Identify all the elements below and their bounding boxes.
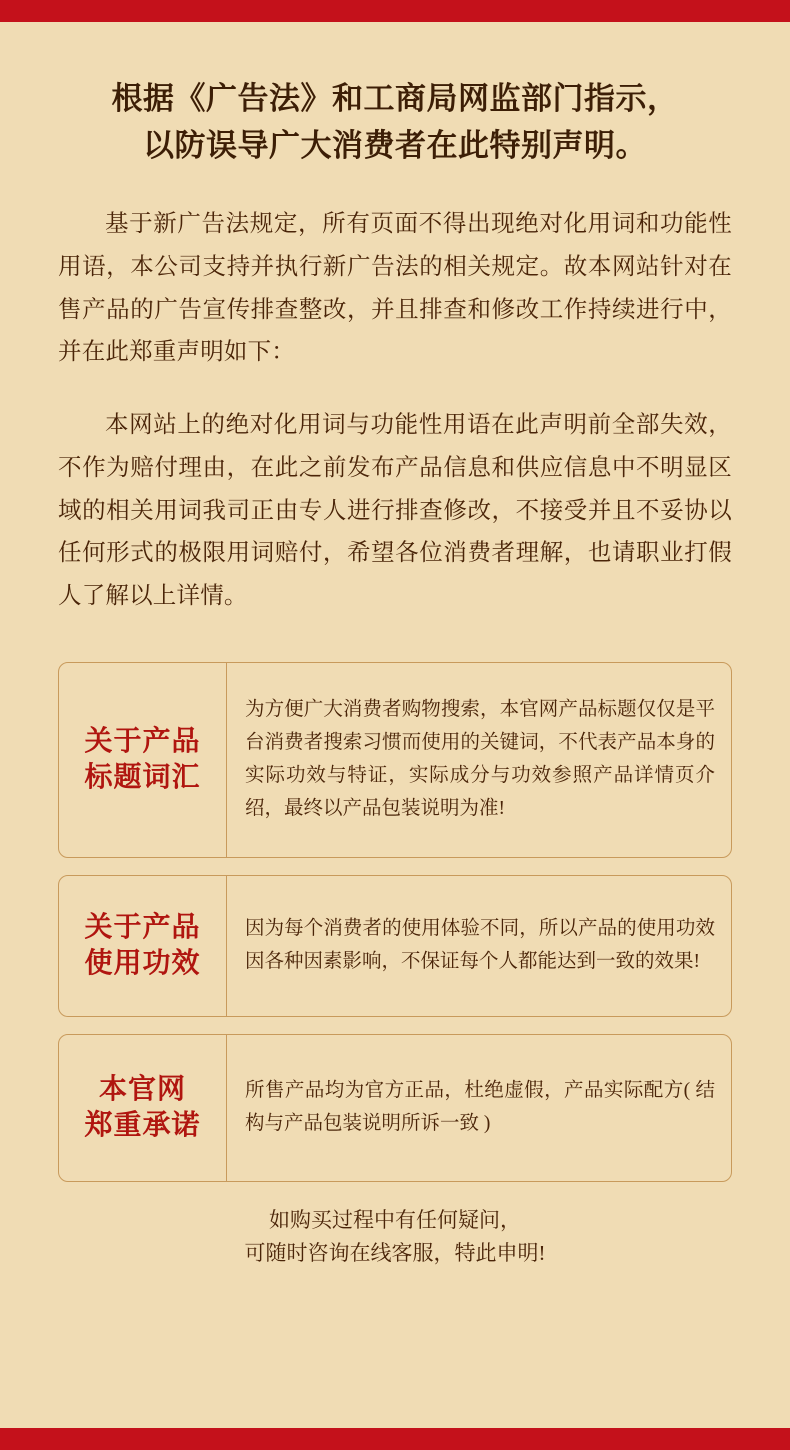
footer-note — [58, 1204, 732, 1271]
card-body: 因为每个消费者的使用体验不同，所以产品的使用功效因各种因素影响，不保证每个人都能达到一致的效果! — [245, 918, 715, 972]
page-title-line-2: 以防误导广大消费者在此特别声明。 — [143, 127, 647, 163]
card-title-line-1: 关于产品 — [84, 911, 201, 943]
statement-card-list — [58, 662, 732, 1182]
footer-note-line-2: 可随时咨询在线客服，特此申明! — [244, 1241, 546, 1266]
statement-paragraph-1: 基于新广告法规定，所有页面不得出现绝对化用词和功能性用语，本公司支持并执行新广告法的相关规定。故本网站针对在售产品的广告宣传排查整改，并且排查和修改工作持续进行中，并在此郑重声明如下： — [58, 211, 732, 366]
statement-paragraph-2: 本网站上的绝对化用词与功能性用语在此声明前全部失效，不作为赔付理由，在此之前发布产品信息和供应信息中不明显区域的相关用词我司正由专人进行排查修改，不接受并且不妥协以任何形式的极限用词赔付，希望各位消费者理解，也请职业打假人了解以上详情。 — [58, 412, 732, 610]
card-official-promise — [58, 1034, 732, 1182]
footer-note-line-1: 如购买过程中有任何疑问， — [269, 1207, 521, 1232]
card-title-line-1: 关于产品 — [84, 725, 201, 757]
bottom-red-bar — [0, 1428, 790, 1450]
card-title-line-2: 郑重承诺 — [84, 1109, 201, 1141]
statement-panel — [0, 22, 790, 1428]
card-title-line-1: 本官网 — [98, 1073, 186, 1105]
card-body: 为方便广大消费者购物搜索，本官网产品标题仅仅是平台消费者搜索习惯而使用的关键词，不代表产品本身的实际功效与特证，实际成分与功效参照产品详情页介绍，最终以产品包装说明为准! — [245, 699, 715, 819]
card-title — [59, 1035, 227, 1181]
card-title — [59, 876, 227, 1016]
card-product-title-wording — [58, 662, 732, 858]
page-title — [58, 22, 732, 169]
page-title-line-1: 根据《广告法》和工商局网监部门指示， — [111, 81, 679, 116]
card-title-line-2: 标题词汇 — [84, 761, 201, 793]
card-title-line-2: 使用功效 — [84, 947, 201, 979]
top-red-bar — [0, 0, 790, 22]
card-body: 所售产品均为官方正品，杜绝虚假，产品实际配方( 结构与产品包装说明所诉一致 ) — [245, 1080, 715, 1134]
card-product-efficacy — [58, 875, 732, 1017]
card-title — [59, 663, 227, 857]
